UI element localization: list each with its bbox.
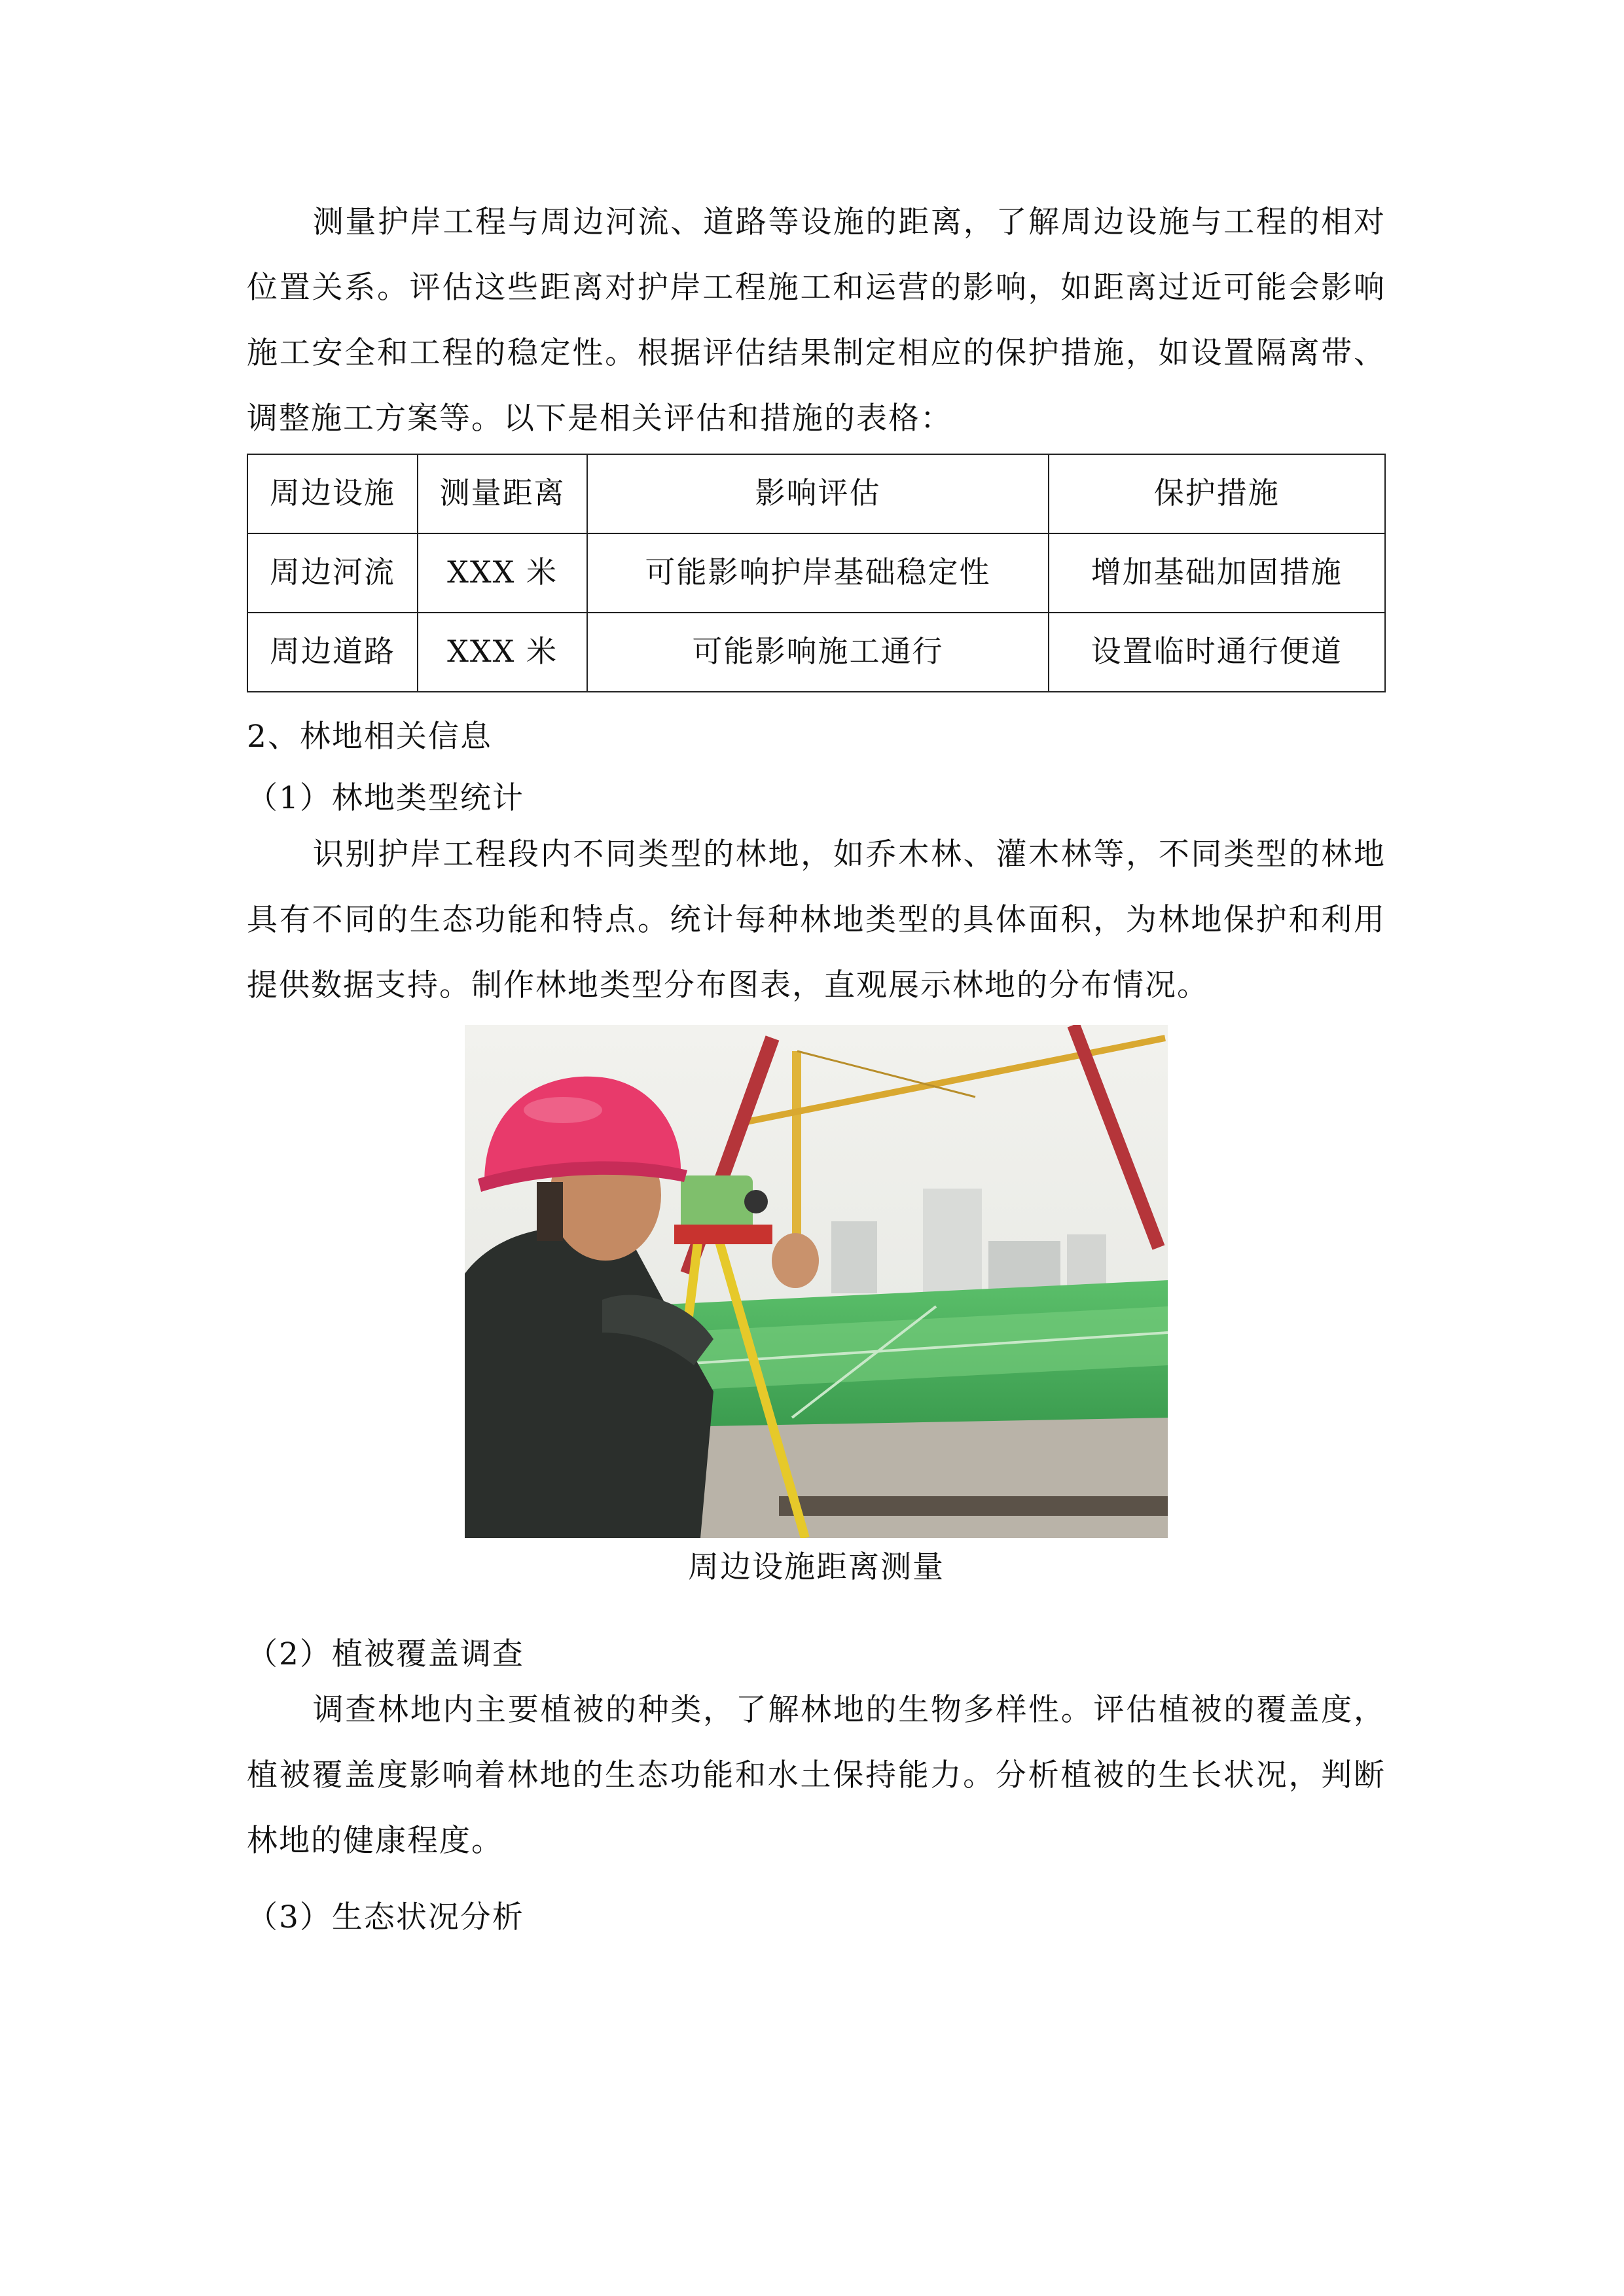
subsection-2-heading: （2）植被覆盖调查 — [247, 1636, 524, 1672]
subsection-1-paragraph: 识别护岸工程段内不同类型的林地，如乔木林、灌木林等，不同类型的林地具有不同的生态功能和特点。统计每种林地类型的具体面积，为林地保护和利用提供数据支持。制作林地类型分布图表，直观展示林地的分布情况。 — [247, 836, 1386, 1003]
facility-distance-table — [247, 454, 1386, 692]
table-cell: 周边道路 — [247, 613, 418, 692]
survey-photo — [465, 1025, 1168, 1538]
table-header-cell: 影响评估 — [587, 454, 1048, 533]
table-cell: 增加基础加固措施 — [1049, 533, 1385, 613]
table-cell: 周边河流 — [247, 533, 418, 613]
figure-caption: 周边设施距离测量 — [688, 1549, 945, 1585]
table-header-cell: 保护措施 — [1049, 454, 1385, 533]
subsection-3-heading: （3）生态状况分析 — [247, 1899, 524, 1935]
subsection-1-heading: （1）林地类型统计 — [247, 780, 524, 816]
section-2-heading: 2、林地相关信息 — [247, 719, 492, 755]
table-cell: XXX 米 — [418, 613, 588, 692]
table-header-cell: 周边设施 — [247, 454, 418, 533]
table-cell: 可能影响护岸基础稳定性 — [587, 533, 1048, 613]
table-row — [247, 533, 1385, 613]
subsection-2-paragraph: 调查林地内主要植被的种类，了解林地的生物多样性。评估植被的覆盖度，植被覆盖度影响着林地的生态功能和水土保持能力。分析植被的生长状况，判断林地的健康程度。 — [247, 1692, 1386, 1859]
table-header-row — [247, 454, 1385, 533]
table-header-cell: 测量距离 — [418, 454, 588, 533]
table-cell: 设置临时通行便道 — [1049, 613, 1385, 692]
table-row — [247, 613, 1385, 692]
intro-paragraph: 测量护岸工程与周边河流、道路等设施的距离，了解周边设施与工程的相对位置关系。评估这些距离对护岸工程施工和运营的影响，如距离过近可能会影响施工安全和工程的稳定性。根据评估结果制定相应的保护措施，如设置隔离带、调整施工方案等。以下是相关评估和措施的表格： — [247, 204, 1386, 437]
table-cell: XXX 米 — [418, 533, 588, 613]
table-cell: 可能影响施工通行 — [587, 613, 1048, 692]
